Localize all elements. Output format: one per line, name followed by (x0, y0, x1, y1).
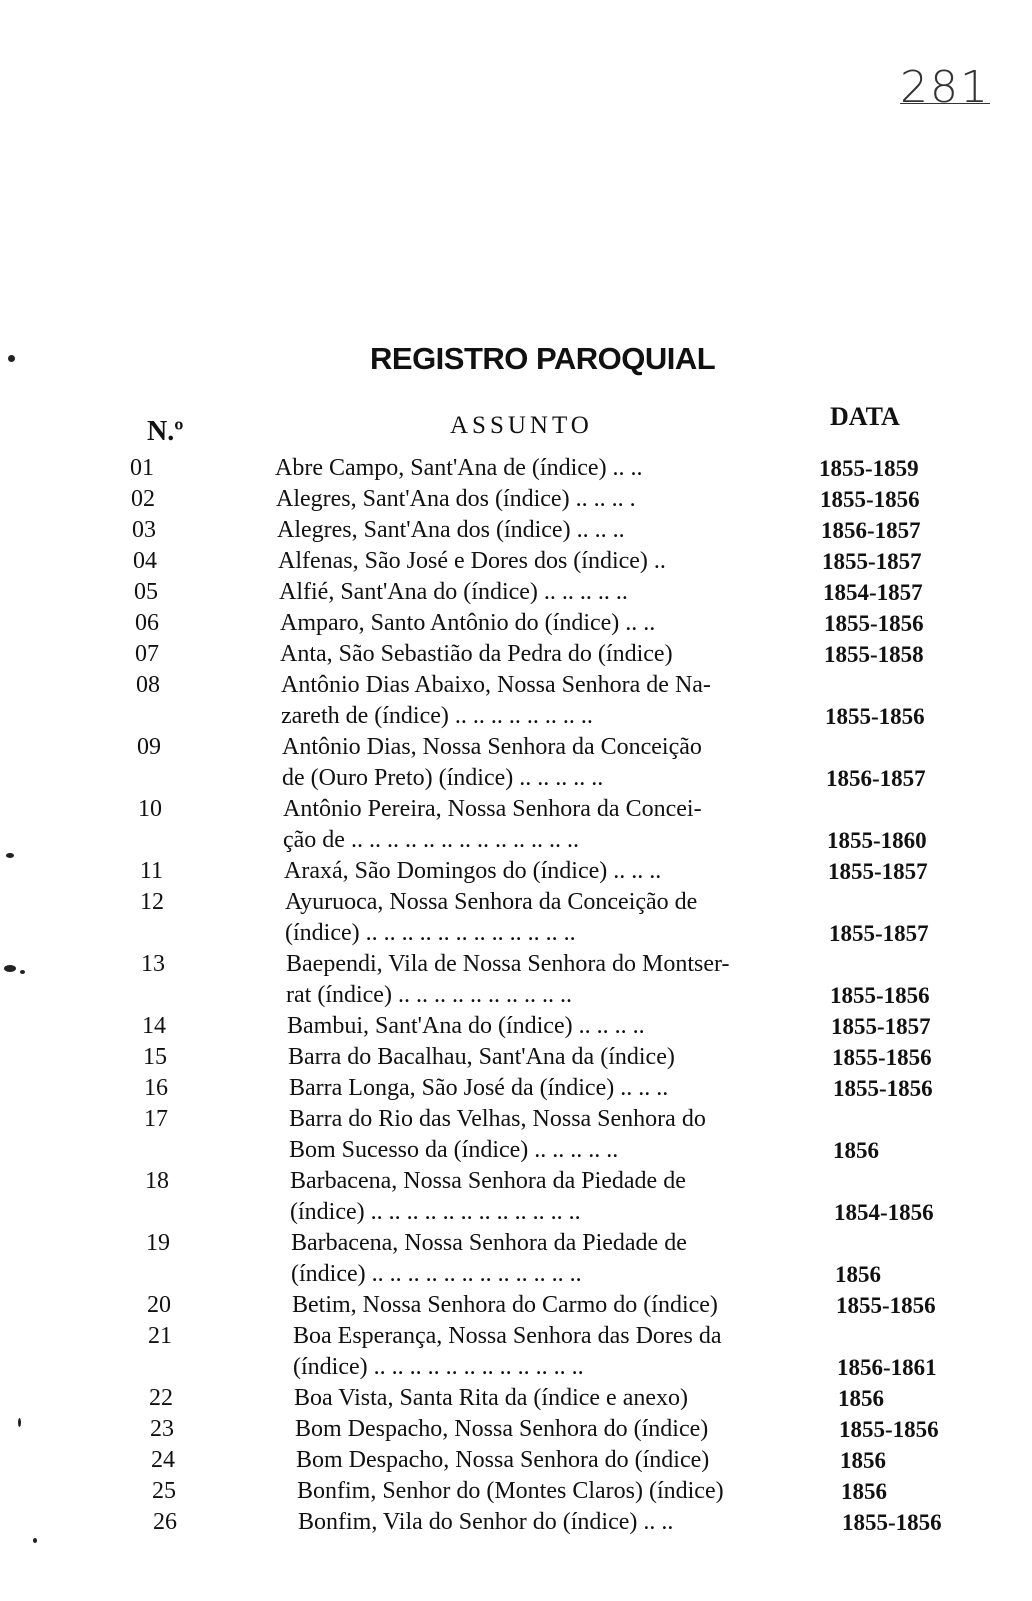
register-entry (11, 949, 1032, 1011)
register-entry (12, 1011, 1032, 1042)
entry-subject-line: Baependi, Vila de Nossa Senhora do Montser- (286, 951, 730, 977)
entry-date: 1854-1856 (834, 1200, 934, 1225)
column-header-date: DATA (830, 402, 900, 431)
entry-subject (276, 484, 816, 515)
entry-subject-line: Boa Vista, Santa Rita da (índice e anexo) (294, 1385, 688, 1411)
entry-subject-line: Alegres, Sant'Ana dos (índice) .. .. .. . (276, 486, 636, 512)
entry-date: 1856-1861 (837, 1355, 937, 1380)
scan-speck (20, 970, 25, 974)
entry-date: 1855-1856 (820, 487, 920, 512)
register-entry (9, 856, 1032, 887)
entry-date: 1856 (833, 1138, 879, 1163)
page-title: REGISTRO PAROQUIAL (370, 341, 716, 376)
scan-speck (8, 355, 15, 362)
entry-number: 19 (146, 1230, 170, 1256)
register-entry (13, 1042, 1032, 1073)
entry-subject (289, 1073, 829, 1104)
register-entry (14, 1104, 1032, 1166)
entry-subject (282, 732, 822, 794)
register-entry (6, 670, 1032, 732)
entry-date: 1855-1857 (829, 921, 929, 946)
entry-subject-line: Anta, São Sebastião da Pedra do (índice) (280, 641, 673, 667)
entry-date: 1855-1857 (828, 859, 928, 884)
entry-subject (292, 1290, 832, 1321)
register-entry (15, 1166, 1032, 1228)
entry-number: 20 (147, 1292, 171, 1318)
entry-number: 15 (143, 1044, 167, 1070)
entry-subject (275, 453, 815, 484)
entry-subject (285, 887, 825, 949)
scan-speck (4, 965, 16, 972)
entry-date: 1856-1857 (826, 766, 926, 791)
scan-speck (6, 853, 14, 858)
entry-subject-line: Bambui, Sant'Ana do (índice) .. .. .. .. (287, 1013, 645, 1039)
entry-subject-line: Boa Esperança, Nossa Senhora das Dores da (293, 1323, 722, 1349)
entry-date: 1855-1856 (830, 983, 930, 1008)
entry-subject-line: (índice) .. .. .. .. .. .. .. .. .. .. .. .. (290, 1199, 581, 1225)
entry-date: 1855-1859 (819, 456, 919, 481)
entry-date: 1854-1857 (823, 580, 923, 605)
entry-subject-line: Bom Despacho, Nossa Senhora do (índice) (295, 1416, 709, 1442)
entry-subject (283, 794, 823, 856)
entry-subject-line: Barra do Bacalhau, Sant'Ana da (índice) (288, 1044, 675, 1070)
scan-speck (18, 1418, 21, 1427)
entry-number: 24 (151, 1447, 175, 1473)
entry-number: 01 (130, 455, 154, 481)
entry-number: 25 (152, 1478, 176, 1504)
entry-number: 16 (144, 1075, 168, 1101)
entry-subject (284, 856, 824, 887)
register-entry (17, 1290, 1032, 1321)
entry-number: 06 (135, 610, 159, 636)
entry-subject-line: Araxá, São Domingos do (índice) .. .. .. (284, 858, 662, 884)
entry-subject-line: de (Ouro Preto) (índice) .. .. .. .. .. (282, 765, 604, 791)
register-entry (1, 484, 1032, 515)
entry-number: 26 (153, 1509, 177, 1535)
entry-subject (298, 1507, 838, 1538)
register-entry (14, 1073, 1032, 1104)
entry-date: 1856 (838, 1386, 884, 1411)
entry-subject-line: Alfenas, São José e Dores dos (índice) .. (278, 548, 666, 574)
register-entry (7, 732, 1032, 794)
entry-subject (288, 1042, 828, 1073)
entry-number: 09 (137, 734, 161, 760)
register-entry (10, 887, 1032, 949)
entry-subject-line: Bonfim, Vila do Senhor do (índice) .. .. (298, 1509, 674, 1535)
entry-subject-line: (índice) .. .. .. .. .. .. .. .. .. .. .. .. (291, 1261, 582, 1287)
entry-subject-line: Alegres, Sant'Ana dos (índice) .. .. .. (277, 517, 625, 543)
entry-subject-line: Alfié, Sant'Ana do (índice) .. .. .. .. .. (279, 579, 628, 605)
register-entry (0, 453, 1032, 484)
entry-subject (297, 1476, 837, 1507)
entry-subject-line: Bonfim, Senhor do (Montes Claros) (índice) (297, 1478, 724, 1504)
entry-subject-line: Bom Sucesso da (índice) .. .. .. .. .. (289, 1137, 619, 1163)
entry-date: 1855-1857 (831, 1014, 931, 1039)
entry-number: 14 (142, 1013, 166, 1039)
entry-subject (286, 949, 826, 1011)
entry-subject-line: Antônio Pereira, Nossa Senhora da Concei- (283, 796, 702, 822)
register-entry (5, 639, 1032, 670)
register-entry (3, 546, 1032, 577)
entry-date: 1855-1857 (822, 549, 922, 574)
entry-subject (291, 1228, 831, 1290)
entry-date: 1855-1856 (839, 1417, 939, 1442)
entry-subject (293, 1321, 833, 1383)
entry-subject-line: Barbacena, Nossa Senhora da Piedade de (291, 1230, 687, 1256)
entry-number: 04 (133, 548, 157, 574)
entry-date: 1855-1860 (827, 828, 927, 853)
entry-date: 1855-1856 (824, 611, 924, 636)
column-header-number: N.º (147, 416, 184, 447)
entry-number: 21 (148, 1323, 172, 1349)
entry-subject (287, 1011, 827, 1042)
entry-date: 1856 (841, 1479, 887, 1504)
entry-date: 1855-1856 (825, 704, 925, 729)
entry-subject-line: Antônio Dias Abaixo, Nossa Senhora de Na- (281, 672, 711, 698)
entry-subject-line: Amparo, Santo Antônio do (índice) .. .. (280, 610, 656, 636)
entry-date: 1855-1856 (836, 1293, 936, 1318)
register-entry (5, 608, 1032, 639)
entry-date: 1855-1858 (824, 642, 924, 667)
register-table (0, 453, 1032, 1538)
entry-subject-line: Antônio Dias, Nossa Senhora da Conceição (282, 734, 702, 760)
entry-date: 1855-1856 (833, 1076, 933, 1101)
entry-subject (277, 515, 817, 546)
register-entry (21, 1445, 1032, 1476)
entry-number: 23 (150, 1416, 174, 1442)
entry-number: 12 (140, 889, 164, 915)
entry-subject-line: rat (índice) .. .. .. .. .. .. .. .. .. .. (286, 982, 572, 1008)
entry-number: 03 (132, 517, 156, 543)
entry-date: 1855-1856 (842, 1510, 942, 1535)
entry-subject (294, 1383, 834, 1414)
entry-number: 07 (135, 641, 159, 667)
entry-date: 1856 (835, 1262, 881, 1287)
entry-date: 1856-1857 (821, 518, 921, 543)
entry-subject-line: ção de .. .. .. .. .. .. .. .. .. .. .. .. .. (283, 827, 579, 853)
entry-date: 1855-1856 (832, 1045, 932, 1070)
entry-subject-line: Bom Despacho, Nossa Senhora do (índice) (296, 1447, 710, 1473)
entry-subject-line: (índice) .. .. .. .. .. .. .. .. .. .. .. .. (285, 920, 576, 946)
entry-subject (295, 1414, 835, 1445)
register-entry (2, 515, 1032, 546)
entry-subject-line: Betim, Nossa Senhora do Carmo do (índice) (292, 1292, 718, 1318)
entry-number: 22 (149, 1385, 173, 1411)
entry-number: 05 (134, 579, 158, 605)
entry-subject-line: Barbacena, Nossa Senhora da Piedade de (290, 1168, 686, 1194)
entry-subject-line: (índice) .. .. .. .. .. .. .. .. .. .. .. .. (293, 1354, 584, 1380)
entry-subject (289, 1104, 829, 1166)
column-header-subject: ASSUNTO (450, 412, 593, 439)
entry-subject (280, 639, 820, 670)
entry-subject (278, 546, 818, 577)
entry-number: 17 (144, 1106, 168, 1132)
entry-subject-line: Barra Longa, São José da (índice) .. .. .. (289, 1075, 669, 1101)
entry-subject (279, 577, 819, 608)
entry-number: 18 (145, 1168, 169, 1194)
entry-subject-line: Abre Campo, Sant'Ana de (índice) .. .. (275, 455, 643, 481)
entry-number: 08 (136, 672, 160, 698)
register-entry (4, 577, 1032, 608)
register-entry (18, 1321, 1032, 1383)
register-entry (22, 1476, 1032, 1507)
entry-subject-line: zareth de (índice) .. .. .. .. .. .. .. .. (281, 703, 593, 729)
entry-number: 13 (141, 951, 165, 977)
entry-subject-line: Ayuruoca, Nossa Senhora da Conceição de (285, 889, 698, 915)
entry-subject-line: Barra do Rio das Velhas, Nossa Senhora do (289, 1106, 706, 1132)
entry-subject (296, 1445, 836, 1476)
entry-subject (290, 1166, 830, 1228)
entry-date: 1856 (840, 1448, 886, 1473)
entry-number: 10 (138, 796, 162, 822)
register-entry (23, 1507, 1032, 1538)
register-entry (20, 1414, 1032, 1445)
register-entry (19, 1383, 1032, 1414)
scan-speck (33, 1538, 37, 1543)
register-entry (8, 794, 1032, 856)
page-number: 281 (900, 62, 990, 113)
entry-subject (281, 670, 821, 732)
register-entry (16, 1228, 1032, 1290)
entry-number: 11 (139, 858, 163, 884)
entry-number: 02 (131, 486, 155, 512)
entry-subject (280, 608, 820, 639)
